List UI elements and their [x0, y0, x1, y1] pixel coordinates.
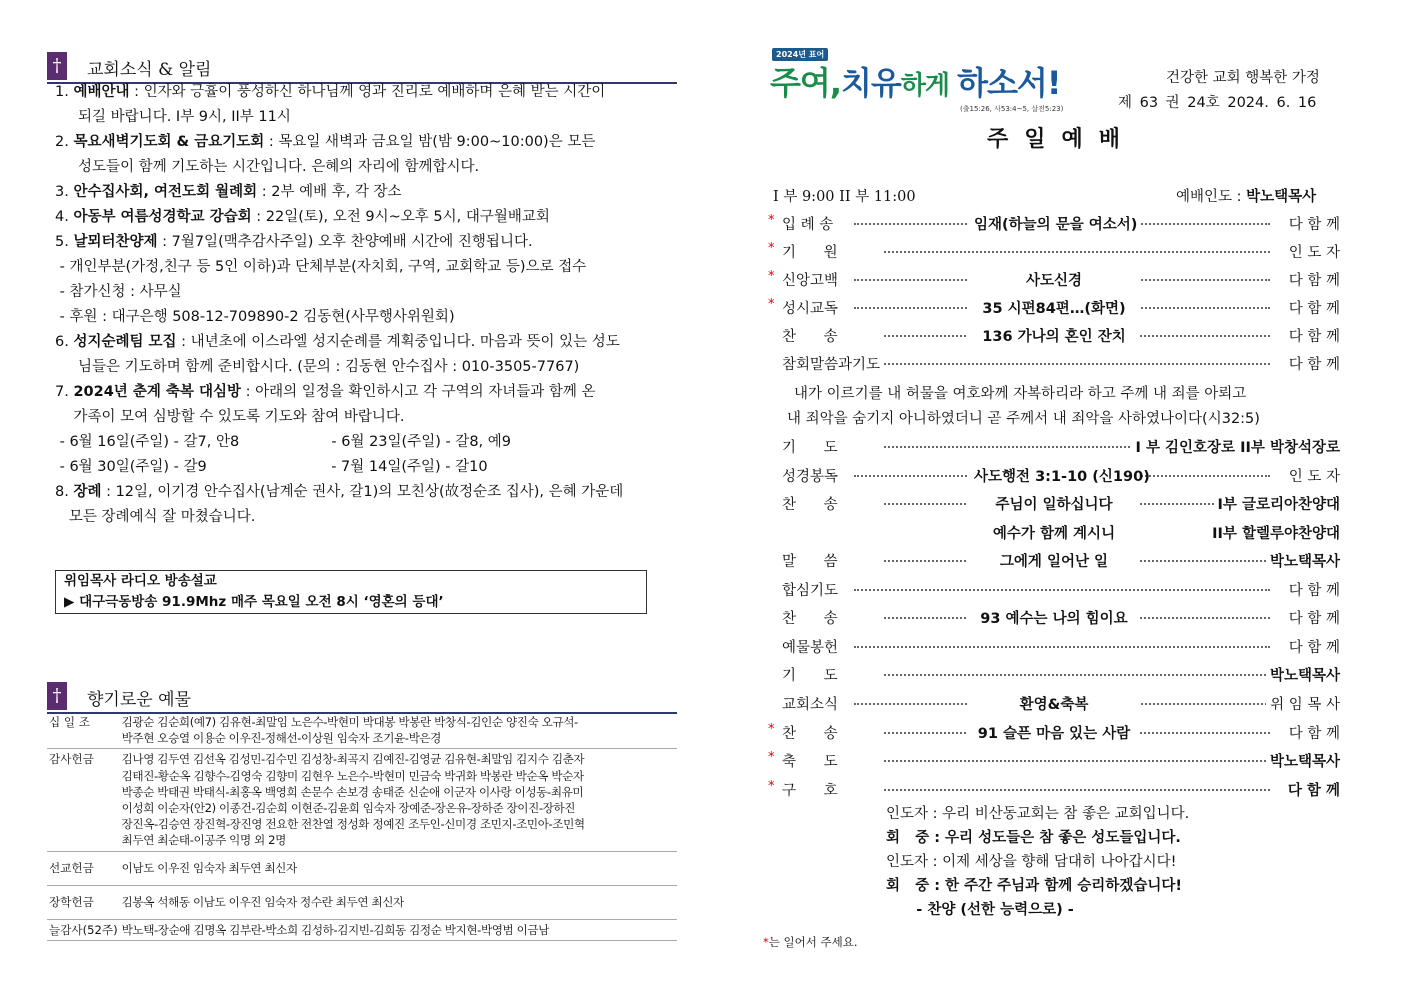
order-label: 교회소식	[782, 697, 839, 713]
gift-row	[47, 749, 677, 851]
order-label: 신앙고백	[782, 273, 839, 289]
order-responsible: I부 글로리아찬양대	[1214, 493, 1341, 514]
logo-badge: 2024년 표어	[772, 48, 828, 61]
responsive-line: - 찬양 (선한 능력으로) -	[886, 902, 1074, 918]
news-line: 성도들이 함께 기도하는 시간입니다. 은혜의 자리에 함께합시다.	[55, 159, 480, 175]
gift-row	[47, 919, 677, 940]
order-item: 사도신경	[968, 269, 1140, 290]
service-times: I 부 9:00 II 부 11:00	[773, 189, 916, 205]
order-row	[768, 664, 1340, 688]
news-line: 7. 2024년 춘계 축복 대심방 : 아래의 일정을 확인하시고 각 구역의 자녀들과 함께 온	[55, 384, 596, 400]
order-responsible: 다 함 께	[1285, 607, 1340, 628]
order-responsible: I 부 김인호장로 II부 박창석장로	[1132, 436, 1340, 457]
order-label: 예물봉헌	[782, 640, 839, 656]
order-item: 136 가나의 혼인 잔치	[968, 325, 1140, 346]
news-line: 5. 날뫼터찬양제 : 7월7일(맥추감사주일) 오후 찬양예배 시간에 진행됩니다.	[55, 234, 533, 250]
order-item: 93 예수는 나의 힘이요	[968, 607, 1140, 628]
logo-verse: (출15:26, 사53:4~5, 살전5:23)	[960, 105, 1064, 113]
order-label: 성경봉독	[782, 469, 839, 485]
news-line: - 후원 : 대구은행 508-12-709890-2 김동현(사무행사위원회)	[55, 309, 455, 325]
order-row	[768, 493, 1340, 517]
order-row	[768, 579, 1340, 603]
star-icon: *	[763, 935, 769, 949]
order-responsible: 박노택목사	[1266, 664, 1340, 685]
order-label: 찬 송	[782, 329, 838, 345]
order-label: 말 씀	[782, 554, 838, 570]
gift-category: 감사헌금	[47, 749, 120, 851]
news-line: 2. 목요새벽기도회 & 금요기도회 : 목요일 새벽과 금요일 밤(밤 9:00~10:00)은 모든	[55, 134, 596, 150]
order-label: 구 호	[782, 783, 838, 799]
order-responsible: 박노택목사	[1266, 550, 1340, 571]
gift-row	[47, 851, 677, 885]
order-label: 축 도	[782, 754, 838, 770]
order-row	[768, 722, 1340, 746]
order-row	[768, 779, 1340, 803]
gift-names: 박노택-장순애 김명옥 김부란-박소희 김성하-김지빈-김희동 김정순 박지현-박영범 이금남	[120, 919, 677, 940]
order-item: 91 슬픈 마음 있는 사람	[968, 722, 1140, 743]
order-label: 합심기도	[782, 583, 839, 599]
order-responsible: 다 함 께	[1285, 353, 1340, 374]
order-row	[768, 607, 1340, 631]
news-line: 8. 장례 : 12일, 이기경 안수집사(남계순 권사, 갈1)의 모친상(故정순조 집사), 은혜 가운데	[55, 484, 624, 500]
order-row	[768, 436, 1340, 460]
order-responsible: 다 함 께	[1284, 779, 1340, 800]
order-label: 참회말씀과기도	[782, 357, 881, 373]
gift-category: 장학헌금	[47, 885, 120, 919]
gift-row	[47, 712, 677, 749]
news-line: 1. 예배안내 : 인자와 긍휼이 풍성하신 하나님께 영과 진리로 예배하며 은혜 받는 시간이	[55, 84, 606, 100]
news-line: - 개인부분(가정,친구 등 5인 이하)과 단체부분(자치회, 구역, 교회학교 등)으로 접수	[55, 259, 587, 275]
order-label: 찬 송	[782, 497, 838, 513]
news-line: 6. 성지순례팀 모집 : 내년초에 이스라엘 성지순례를 계획중입니다. 마음과 뜻이 있는 성도	[55, 334, 620, 350]
star-icon: *	[768, 213, 775, 228]
cross-icon: †	[47, 52, 67, 80]
confession-line-2: 내 죄악을 숨기지 아니하였더니 곧 주께서 내 죄악을 사하였나이다(시32:5)	[787, 411, 1260, 427]
star-icon: *	[768, 722, 775, 737]
order-responsible: 박노택목사	[1266, 750, 1340, 771]
footer-note: *는 일어서 주세요.	[763, 935, 858, 949]
order-responsible: 다 함 께	[1285, 636, 1340, 657]
cross-icon: †	[47, 682, 67, 710]
order-responsible: 다 함 께	[1285, 213, 1340, 234]
order-responsible: 다 함 께	[1285, 269, 1340, 290]
order-responsible: 다 함 께	[1285, 579, 1340, 600]
gift-names: 김광순 김순희(예7) 김유현-최말임 노은수-박현미 박대봉 박봉란 박창식-김인순 양진숙 오규석- 박주현 오승열 이용순 이우진-정해선-이상원 임숙자 조기윤-박은경	[120, 712, 677, 749]
order-responsible: 다 함 께	[1285, 722, 1340, 743]
news-line: 가족이 모여 심방할 수 있도록 기도와 참여 바랍니다.	[55, 409, 405, 425]
order-row	[768, 353, 1340, 377]
news-line: - 6월 30일(주일) - 갈9 - 7월 14일(주일) - 갈10	[55, 459, 488, 475]
order-responsible: 인 도 자	[1285, 465, 1340, 486]
gift-names: 김봉옥 석해동 이남도 이우진 임숙자 정수란 최두연 최신자	[120, 885, 677, 919]
news-line: 4. 아동부 여름성경학교 강습회 : 22일(토), 오전 9시~오후 5시, 대구월배교회	[55, 209, 550, 225]
order-row	[768, 213, 1340, 237]
radio-box	[55, 570, 647, 614]
news-line: 3. 안수집사회, 여전도회 월례회 : 2부 예배 후, 각 장소	[55, 184, 402, 200]
gifts-table	[47, 712, 677, 941]
logo-text: 주여,치유하게 하소서!	[770, 64, 1061, 102]
order-item: 예수가 함께 계시니	[968, 522, 1140, 543]
star-icon: *	[768, 241, 775, 256]
gift-row	[47, 885, 677, 919]
gift-names: 김나영 김두연 김선옥 김성민-김수민 김성창-최곡지 김예진-김영균 김유현-최말임 김지수 김춘자 김태진-황순옥 김향수-김영숙 김향미 김현우 노은수-박현미 민금숙 박귀화 박봉란 박순옥 박순자 박종순 박태권 박태식-최홍옥 백영희 손문수 손보경 송태준 신순애 이군자 이사랑 이성동-최유미 이성희 이순자(안2) 이종건-김순희 이현준-김윤희 임숙자 장예준-장온유-장하준 장이진-장하진 장진옥-김승연 장진혁-장진영 전요한 전찬열 정성화 정예진 조두인-신미경 조민지-조민아-조민혁 최두연 최순태-이공주 익명 외 2명	[120, 749, 677, 851]
dot-leader	[884, 363, 1270, 365]
dot-leader	[884, 789, 1270, 791]
dot-leader	[884, 760, 1270, 762]
responsive-line: 인도자 : 이제 세상을 향해 담대히 나아갑시다!	[886, 854, 1177, 870]
motto-logo	[770, 48, 1070, 118]
order-item: 사도행전 3:1-10 (신190)	[968, 465, 1140, 486]
order-item: 주님이 일하십니다	[968, 493, 1140, 514]
worship-title: 주일예배	[987, 126, 1137, 152]
dot-leader	[854, 646, 1270, 648]
news-line: 님들은 기도하며 함께 준비합시다. (문의 : 김동현 안수집사 : 010-3505-7767)	[55, 359, 580, 375]
order-responsible: 위 임 목 사	[1266, 693, 1340, 714]
gift-category: 선교헌금	[47, 851, 120, 885]
radio-title: 위임목사 라디오 방송설교	[64, 573, 217, 589]
star-icon: *	[768, 750, 775, 765]
gift-category: 늘감사(52주)	[47, 919, 120, 940]
church-motto: 건강한 교회 행복한 가정	[1166, 70, 1320, 86]
order-label: 기 도	[782, 440, 838, 456]
star-icon: *	[768, 297, 775, 312]
star-icon: *	[768, 779, 775, 794]
dot-leader	[884, 674, 1270, 676]
dot-leader	[854, 589, 1270, 591]
news-line: 되길 바랍니다. I부 9시, II부 11시	[55, 109, 291, 125]
dot-leader	[884, 251, 1270, 253]
issue-info: 제 63 권 24호 2024. 6. 16	[1118, 95, 1317, 111]
order-label: 성시교독	[782, 301, 839, 317]
responsive-line: 인도자 : 우리 비산동교회는 참 좋은 교회입니다.	[886, 806, 1190, 822]
news-section-title: 교회소식 & 알림	[87, 60, 212, 80]
order-row	[768, 522, 1340, 546]
news-list	[55, 80, 680, 530]
order-responsible: 인 도 자	[1285, 241, 1340, 262]
order-label: 입 례 송	[782, 217, 834, 233]
order-row	[768, 693, 1340, 717]
order-label: 기 원	[782, 245, 838, 261]
gift-category: 십 일 조	[47, 712, 120, 749]
order-label: 기 도	[782, 668, 838, 684]
responsive-line: 회 중 : 한 주간 주님과 함께 승리하겠습니다!	[886, 878, 1182, 894]
order-label: 찬 송	[782, 611, 838, 627]
order-responsible: 다 함 께	[1285, 297, 1340, 318]
gifts-section-title: 향기로운 예물	[87, 690, 191, 710]
order-row	[768, 750, 1340, 774]
radio-info: ▶ 대구극동방송 91.9Mhz 매주 목요일 오전 8시 ‘영혼의 등대’	[64, 594, 444, 610]
order-item: 그에게 일어난 일	[968, 550, 1140, 571]
order-item: 환영&축복	[968, 693, 1140, 714]
star-icon: *	[768, 269, 775, 284]
gifts-section-header	[47, 682, 677, 714]
order-row	[768, 325, 1340, 349]
order-row	[768, 465, 1340, 489]
order-row	[768, 636, 1340, 660]
responsive-line: 회 중 : 우리 성도들은 참 좋은 성도들입니다.	[886, 830, 1181, 846]
order-row	[768, 550, 1340, 574]
order-label: 찬 송	[782, 726, 838, 742]
order-row	[768, 269, 1340, 293]
confession-line-1: 내가 이르기를 내 허물을 여호와께 자복하리라 하고 주께 내 죄를 아뢰고	[794, 386, 1247, 402]
gift-names: 이남도 이우진 임숙자 최두연 최신자	[120, 851, 677, 885]
order-row	[768, 241, 1340, 265]
order-item: 35 시편84편…(화면)	[968, 297, 1140, 318]
order-responsible: II부 할렐루야찬양대	[1208, 522, 1340, 543]
worship-leader: 예배인도 : 박노택목사	[1176, 189, 1317, 205]
news-line: 모든 장례예식 잘 마쳤습니다.	[55, 509, 256, 525]
order-item: 임재(하늘의 문을 여소서)	[968, 213, 1140, 234]
news-line: - 참가신청 : 사무실	[55, 284, 182, 300]
order-responsible: 다 함 께	[1285, 325, 1340, 346]
news-line: - 6월 16일(주일) - 갈7, 안8 - 6월 23일(주일) - 갈8, 예9	[55, 434, 511, 450]
order-row	[768, 297, 1340, 321]
